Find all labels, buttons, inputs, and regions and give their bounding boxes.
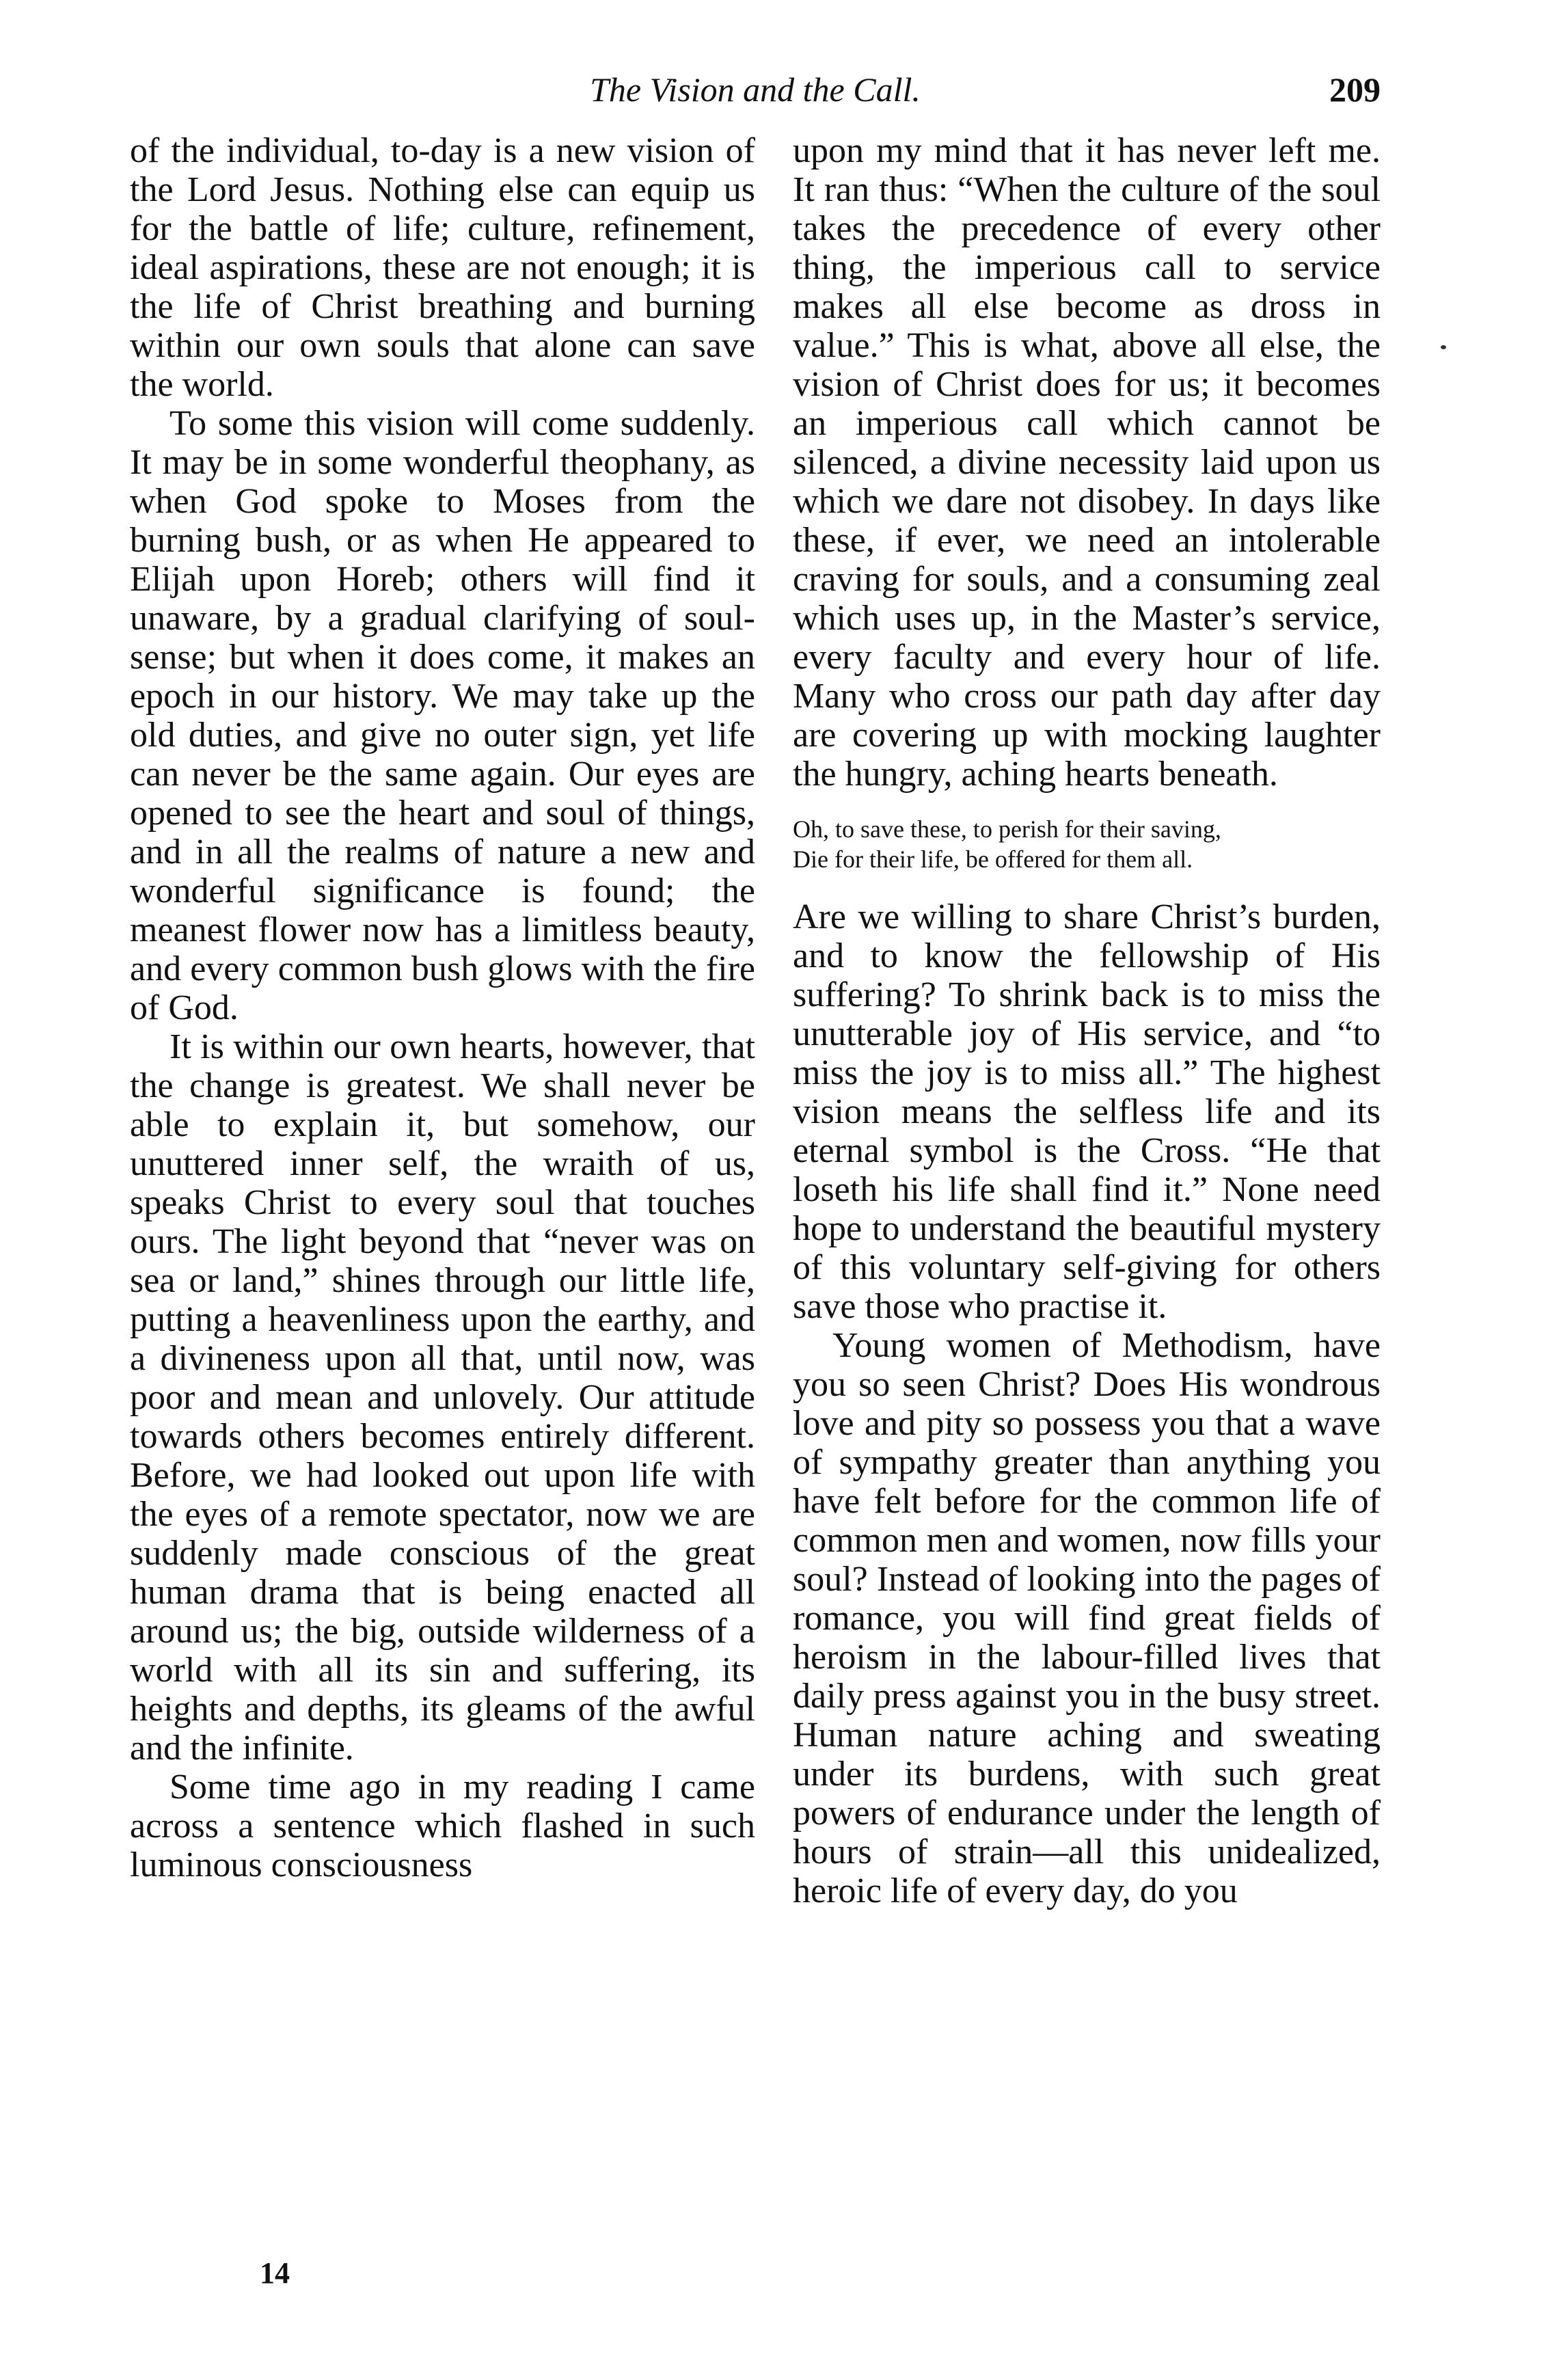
page-number: 209 bbox=[1329, 70, 1381, 109]
paragraph: upon my mind that it has never left me. It ran thus: “When the culture of the soul takes the precedence of every other thing, the imperious call to service makes all else become as dross in value.” This is what, above all else, the vision of Christ does for us; it becomes an imperious call which cannot be silenced, a divine necessity laid upon us which we dare not disobey. In days like these, if ever, we need an intolerable craving for souls, and a consuming zeal which uses up, in the Master’s service, every faculty and every hour of life. Many who cross our path day after day are covering up with mocking laughter the hungry, aching hearts beneath. bbox=[793, 131, 1381, 794]
paragraph: Young women of Methodism, have you so seen Christ? Does His wondrous love and pity so possess you that a wave of sympathy greater than anything you have felt before for the common life of common men and women, now fills your soul? Instead of looking into the pages of romance, you will find great fields of heroism in the labour-filled lives that daily press against you in the busy street. Human nature aching and sweating under its burdens, with such great powers of endurance under the length of hours of strain—all this unidealized, heroic life of every day, do you bbox=[793, 1326, 1381, 1910]
running-head bbox=[130, 66, 1381, 120]
paragraph: To some this vision will come suddenly. It may be in some wonderful theophany, as when God spoke to Moses from the burning bush, or as when He appeared to Elijah upon Horeb; others will find it unaware, by a gradual clarifying of soul-sense; but when it does come, it makes an epoch in our history. We may take up the old duties, and give no outer sign, yet life can never be the same again. Our eyes are opened to see the heart and soul of things, and in all the realms of nature a new and wonderful significance is found; the meanest flower now has a limitless beauty, and every common bush glows with the fire of God. bbox=[130, 404, 755, 1027]
right-column bbox=[793, 131, 1381, 1910]
paragraph: of the individual, to-day is a new vision of the Lord Jesus. Nothing else can equip us for the battle of life; culture, refinement, ideal aspirations, these are not enough; it is the life of Christ breathing and burning within our own souls that alone can save the world. bbox=[130, 131, 755, 404]
paragraph: It is within our own hearts, however, that the change is greatest. We shall never be able to explain it, but somehow, our unuttered inner self, the wraith of us, speaks Christ to every soul that touches ours. The light beyond that “never was on sea or land,” shines through our little life, putting a heavenliness upon the earthy, and a divineness upon all that, until now, was poor and mean and unlovely. Our attitude towards others becomes entirely different. Before, we had looked out upon life with the eyes of a remote spectator, now we are suddenly made conscious of the great human drama that is being enacted all around us; the big, outside wilderness of a world with all its sin and suffering, its heights and depths, its gleams of the awful and the infinite. bbox=[130, 1027, 755, 1768]
paragraph: Are we willing to share Christ’s burden, and to know the fellowship of His suffering? To shrink back is to miss the unutterable joy of His service, and “to miss the joy is to miss all.” The highest vision means the selfless life and its eternal symbol is the Cross. “He that loseth his life shall find it.” None need hope to understand the beautiful mystery of this voluntary self-giving for others save those who practise it. bbox=[793, 897, 1381, 1326]
signature-mark: 14 bbox=[260, 2256, 290, 2290]
running-title: The Vision and the Call. bbox=[590, 70, 921, 109]
left-column bbox=[130, 131, 755, 1884]
verse-line: Oh, to save these, to perish for their saving, bbox=[793, 815, 1221, 843]
verse-quote bbox=[793, 814, 1381, 874]
margin-speck bbox=[1441, 345, 1446, 349]
verse-line: Die for their life, be offered for them all. bbox=[793, 846, 1193, 873]
paragraph: Some time ago in my reading I came across a sentence which flashed in such luminous consciousness bbox=[130, 1768, 755, 1884]
